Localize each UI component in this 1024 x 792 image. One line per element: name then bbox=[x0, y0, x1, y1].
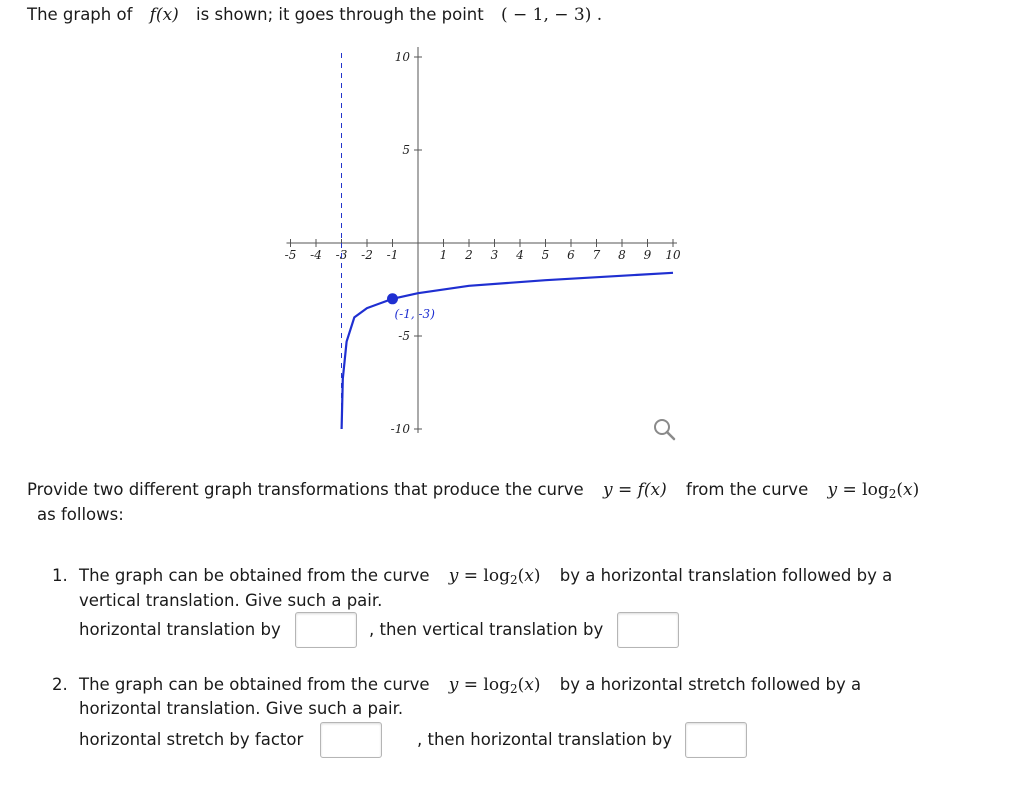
intro-prefix: The graph of bbox=[27, 5, 133, 24]
horizontal-translation-2-input[interactable] bbox=[685, 722, 747, 758]
intro-function: f(x) bbox=[149, 5, 179, 25]
x-tick-label: 10 bbox=[665, 248, 681, 262]
vertical-translation-input[interactable] bbox=[617, 612, 679, 648]
question-line-1 bbox=[27, 480, 919, 500]
y-tick-label: -5 bbox=[398, 329, 410, 343]
item-1-label-1: horizontal translation by bbox=[79, 620, 281, 639]
item-2-equation: $y = \log_2(x)$ bbox=[448, 675, 541, 696]
x-tick-label: 6 bbox=[567, 248, 575, 262]
horizontal-translation-input[interactable] bbox=[295, 612, 357, 648]
y-tick-label: 10 bbox=[394, 50, 410, 64]
x-tick-label: 3 bbox=[490, 248, 499, 262]
x-tick-label: 4 bbox=[516, 248, 524, 262]
x-tick-label: -5 bbox=[284, 248, 297, 262]
item-2-label-1: horizontal stretch by factor bbox=[79, 730, 304, 749]
equation-f: y = f(x) bbox=[602, 480, 667, 500]
item-2-line-1 bbox=[52, 675, 861, 695]
x-tick-label: -3 bbox=[335, 248, 348, 262]
item-1-text-b: by a horizontal translation followed by a bbox=[559, 566, 893, 585]
x-tick-label: -1 bbox=[386, 248, 399, 262]
x-tick-label: 2 bbox=[465, 248, 473, 262]
graph-marks bbox=[342, 53, 674, 429]
item-1-text-c: vertical translation. Give such a pair. bbox=[79, 591, 383, 610]
x-tick-label: 8 bbox=[618, 248, 626, 262]
item-1-number: 1. bbox=[52, 566, 68, 585]
equation-log: $y = \log_2(x)$ bbox=[827, 480, 920, 501]
graph-axes bbox=[285, 47, 681, 436]
x-tick-label: 7 bbox=[592, 248, 601, 262]
item-1-text-a: The graph can be obtained from the curve bbox=[79, 566, 430, 585]
item-2-text-b: by a horizontal stretch followed by a bbox=[559, 675, 862, 694]
question-mid: from the curve bbox=[686, 480, 809, 499]
item-1-line-1 bbox=[52, 566, 892, 586]
item-2-label-2: , then horizontal translation by bbox=[417, 730, 673, 749]
intro-point: ( − 1, − 3) . bbox=[500, 5, 603, 25]
y-tick-label: 5 bbox=[402, 143, 410, 157]
question-line-2: as follows: bbox=[37, 505, 124, 524]
x-tick-label: 1 bbox=[439, 248, 448, 262]
item-2-text-c: horizontal translation. Give such a pair. bbox=[79, 699, 404, 718]
question-text: Provide two different graph transformations that produce the curve bbox=[27, 480, 584, 499]
y-tick-label: -10 bbox=[390, 422, 410, 436]
marked-point-label: (-1, -3) bbox=[394, 306, 435, 321]
intro-middle: is shown; it goes through the point bbox=[196, 5, 484, 24]
x-tick-label: -4 bbox=[310, 248, 322, 262]
item-1-label-2: , then vertical translation by bbox=[369, 620, 604, 639]
magnifier-icon[interactable] bbox=[652, 417, 678, 443]
item-2-number: 2. bbox=[52, 675, 68, 694]
horizontal-stretch-input[interactable] bbox=[320, 722, 382, 758]
x-tick-label: 5 bbox=[541, 248, 550, 262]
x-tick-label: -2 bbox=[361, 248, 373, 262]
item-1-equation: $y = \log_2(x)$ bbox=[448, 566, 541, 587]
marked-point bbox=[387, 293, 398, 304]
item-2-text-a: The graph can be obtained from the curve bbox=[79, 675, 430, 694]
x-tick-label: 9 bbox=[643, 248, 652, 262]
